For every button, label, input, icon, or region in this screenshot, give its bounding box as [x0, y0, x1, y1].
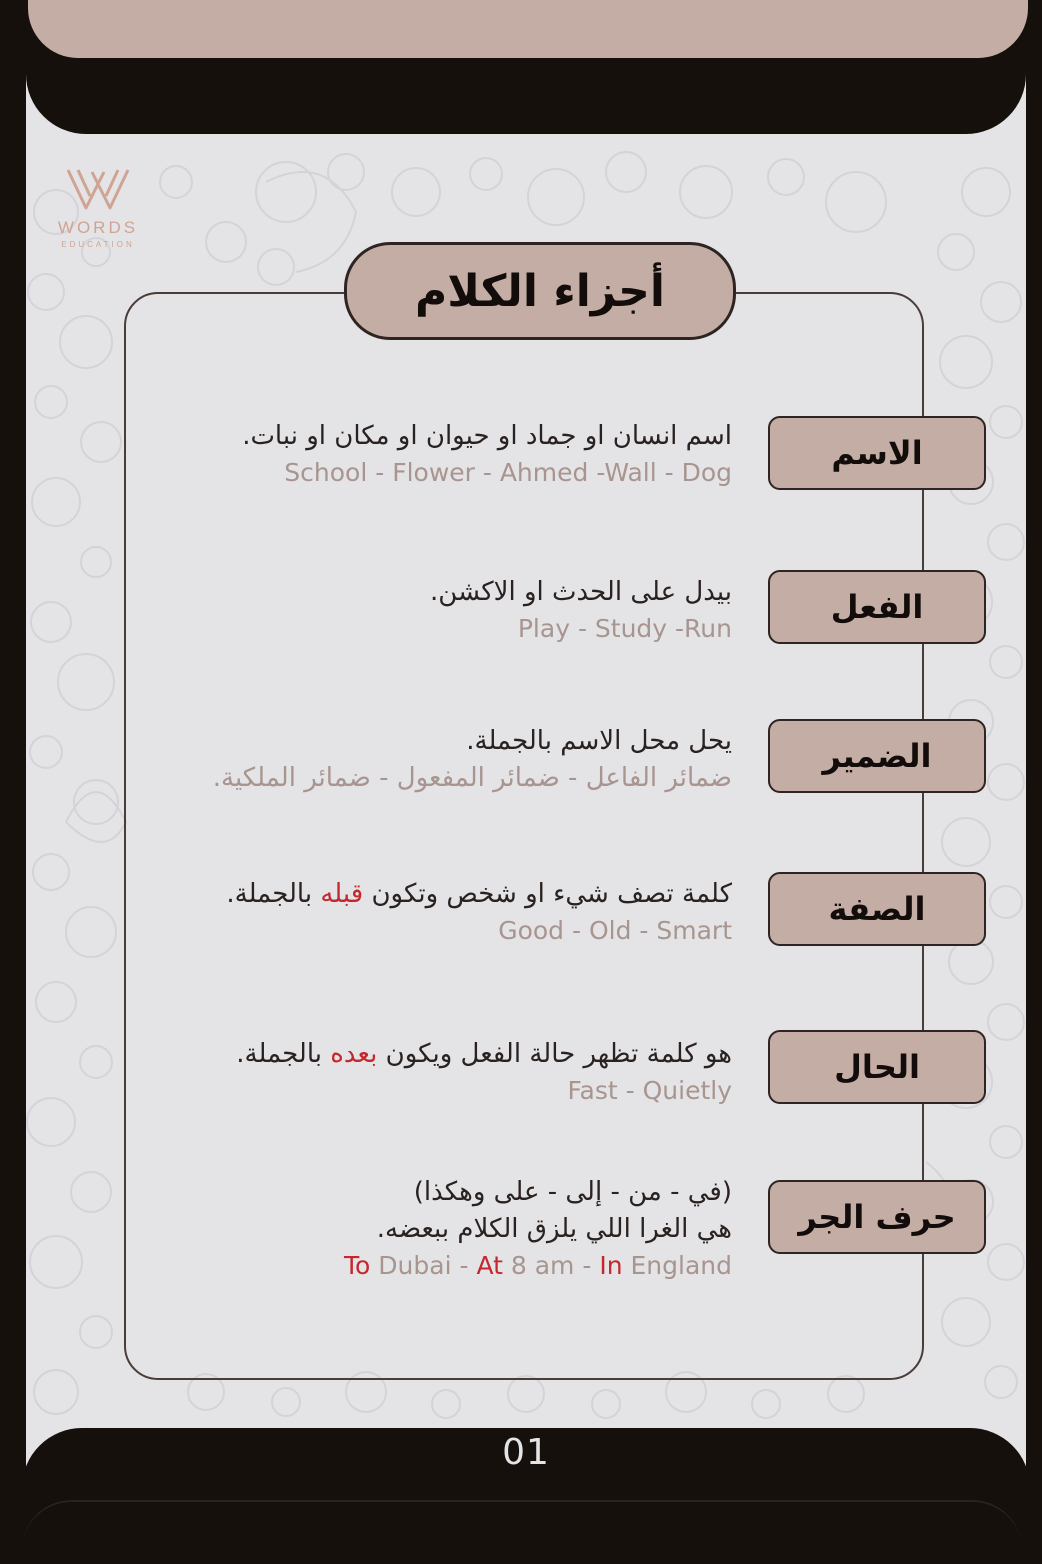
top-band — [26, 62, 1026, 134]
desc-adjective — [132, 876, 732, 949]
page-title: أجزاء الكلام — [344, 242, 736, 340]
examples-adverb: Fast - Quietly — [567, 1076, 732, 1105]
row-pronoun — [126, 717, 986, 857]
examples-preposition — [132, 1248, 732, 1284]
prep-in: In — [599, 1251, 623, 1280]
label-adverb: الحال — [768, 1030, 986, 1104]
desc-pronoun — [132, 723, 732, 797]
page — [26, 62, 1026, 1492]
logo — [52, 164, 144, 249]
prep-at-rest: 8 am — [502, 1251, 575, 1280]
definition-preposition: هي الغرا اللي يلزق الكلام ببعضه. — [376, 1214, 732, 1244]
definition-adjective-text: كلمة تصف شيء او شخص وتكون — [363, 879, 732, 909]
examples-verb: Play - Study -Run — [517, 614, 732, 643]
prep-to-rest: Dubai — [370, 1251, 452, 1280]
row-adjective — [126, 872, 986, 1012]
highlight-after: بعده — [330, 1039, 378, 1069]
label-preposition: حرف الجر — [768, 1180, 986, 1254]
logo-subtitle: EDUCATION — [61, 240, 135, 249]
prep-to: To — [344, 1251, 371, 1280]
definition-adverb-text: هو كلمة تظهر حالة الفعل ويكون — [377, 1039, 732, 1069]
separator: - — [574, 1251, 600, 1280]
label-verb: الفعل — [768, 570, 986, 644]
label-pronoun: الضمير — [768, 719, 986, 793]
definition-noun: اسم انسان او جماد او حيوان او مكان او نبات. — [242, 421, 732, 451]
row-noun — [126, 414, 986, 554]
page-number: 01 — [502, 1432, 550, 1473]
logo-word: WORDS — [57, 218, 139, 237]
examples-pronoun: ضمائر الفاعل - ضمائر المفعول - ضمائر الملكية. — [212, 763, 732, 793]
bottom-tab — [22, 1500, 1022, 1564]
row-adverb — [126, 1030, 986, 1170]
definition-adjective — [132, 876, 732, 913]
definition-adverb — [132, 1036, 732, 1073]
definition-adverb-end: بالجملة. — [236, 1039, 331, 1069]
desc-adverb — [132, 1036, 732, 1109]
definition-pronoun: يحل محل الاسم بالجملة. — [466, 726, 732, 756]
prep-in-rest: England — [622, 1251, 732, 1280]
desc-preposition — [132, 1174, 732, 1284]
definition-adjective-end: بالجملة. — [226, 879, 321, 909]
prep-at: At — [476, 1251, 503, 1280]
logo-mark-icon — [62, 164, 134, 216]
definition-verb: بيدل على الحدث او الاكشن. — [430, 577, 732, 607]
desc-noun — [132, 418, 732, 491]
examples-noun: School - Flower - Ahmed -Wall - Dog — [284, 458, 732, 487]
row-preposition — [126, 1172, 986, 1312]
desc-verb — [132, 574, 732, 647]
preposition-list: (في - من - إلى - على وهكذا) — [413, 1177, 732, 1207]
separator: - — [451, 1251, 477, 1280]
highlight-before: قبله — [320, 879, 364, 909]
label-adjective: الصفة — [768, 872, 986, 946]
examples-adjective: Good - Old - Smart — [498, 916, 732, 945]
label-noun: الاسم — [768, 416, 986, 490]
top-tab — [28, 0, 1028, 58]
row-verb — [126, 568, 986, 708]
